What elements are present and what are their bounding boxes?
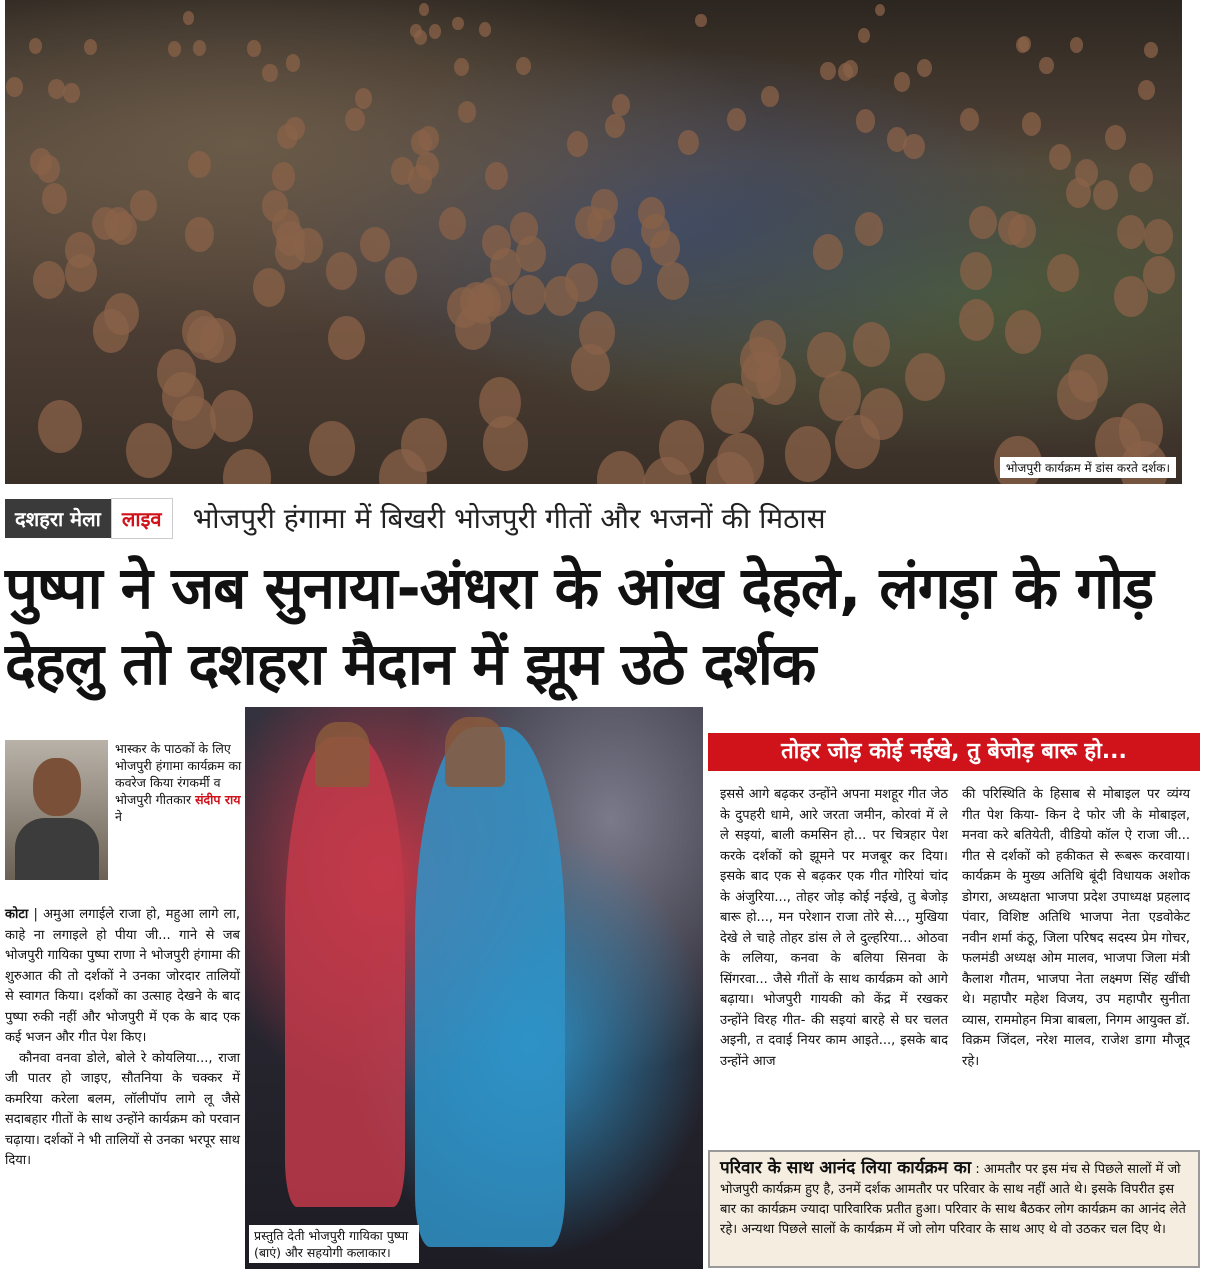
reporter-note-text: भास्कर के पाठकों के लिए भोजपुरी हंगामा कार्यक्रम का कवरेज किया रंगकर्मी व भोजपुरी गीतकार [115,741,242,807]
crowd-face [401,418,447,473]
crowd-face [1049,144,1071,171]
reporter-head [33,758,81,816]
crowd-face [84,39,97,55]
crowd-face [853,322,890,367]
crowd-face [512,275,545,315]
crowd-face [894,72,910,91]
crowd-face [29,38,42,54]
reporter-note [115,740,245,825]
crowd-face [223,449,271,484]
subheadline: तोहर जोड़ कोई नईखे, तु बेजोड़ बारू हो... [708,733,1200,771]
crowd-face [591,189,617,220]
performer-shape [445,717,505,787]
crowd-face [411,130,432,155]
crowd-face [104,207,132,240]
crowd-face [727,108,746,131]
crowd-face [516,57,531,75]
info-box [708,1150,1200,1268]
crowd-face [740,337,779,383]
crowd-face [856,109,875,132]
crowd-face [819,371,861,421]
crowd-face [262,64,277,83]
crowd-face [905,353,945,401]
crowd-face [328,316,365,360]
crowd-face [485,162,509,191]
crowd-face [360,227,389,262]
crowd-face [419,3,429,15]
crowd-photo [5,0,1182,484]
performer-shape [315,722,370,787]
crowd-face [711,383,754,434]
crowd-face [416,152,439,180]
crowd-face [429,24,441,38]
crowd-face [65,254,97,292]
crowd-face [1144,42,1158,58]
crowd-face [858,28,870,43]
crowd-face [1070,37,1083,53]
article-column-1: इससे आगे बढ़कर उन्होंने अपना मशहूर गीत जेठ के दुपहरी धामे, आरे जरता जमीन, कोरवां में ले ले सइयां, बाली कमसिन हो... पर चित्रहार पेश करके दर्शकों को झूमने पर मजबूर कर दिया। इसके बाद एक से बढ़कर एक गीत गोरियां चांद के अंजुरिया..., तोहर जोड़ कोई नईखे, तु बेजोड़ बारू हो..., मन परेशान राजा तोरे से..., मुखिया देखे ले चाहे तोहर डांस ले ले दुल्हरिया... ओठवा के ललिया, कनवा के बलिया सिनवा के सिंगरवा... जैसे गीतों के साथ कार्यक्रम को आगे बढ़ाया। भोजपुरी गायकी को केंद्र में रखकर उन्होंने विरह गीत- की सइयां बारहे से घर चलत अइनी, त दवाई नियर काम आइते..., इसके बाद उन्होंने आज [720,787,948,1069]
crowd-face [355,88,372,109]
crowd-face [285,117,305,141]
crowd-face [385,257,417,295]
crowd-face [42,183,68,214]
crowd-face [63,83,80,103]
crowd-face [611,248,642,285]
singer-photo-caption: प्रस्तुति देती भोजपुरी गायिका पुष्पा (बाएं) और सहयोगी कलाकार। [249,1225,419,1263]
reporter-body [15,818,99,880]
crowd-face [1144,219,1173,253]
left-body-p2: कौनवा वनवा डोले, बोले रे कोयलिया..., राजा जी पातर हो जाइए, सौतनिया के चक्कर में कमरिया करेला बलम, लॉलीपॉप लागे लू जैसे सदाबहार गीतों के साथ उन्होंने कार्यक्रम को परवान चढ़ाया। दर्शकों ने भी तालियों से उनका भरपूर साथ दिया। [5,1050,240,1168]
crowd-face [960,108,979,131]
crowd-face [860,388,903,440]
crowd-face [1022,112,1042,135]
crowd-face [959,299,994,341]
crowd-face [479,377,521,428]
crowd-face [162,372,204,422]
crowd-face [326,252,357,290]
crowd-face [1093,180,1118,210]
crowd-face [193,40,206,56]
crowd-face [641,214,669,248]
crowd-face [612,94,630,116]
crowd-face [1047,254,1079,292]
info-box-title: परिवार के साथ आनंद लिया कार्यक्रम का [720,1158,972,1178]
crowd-face [262,190,288,221]
crowd-face [960,252,991,290]
crowd-face [1066,178,1091,208]
crowd-face [458,101,477,123]
crowd-face [516,236,546,272]
crowd-face [185,217,214,251]
crowd-face [247,40,260,56]
crowd-photo-caption: भोजपुरी कार्यक्रम में डांस करते दर्शक। [1000,457,1176,478]
crowd-face [6,77,23,97]
crowd-face [37,155,60,183]
crowd-face [410,24,422,38]
crowd-face [785,426,831,482]
crowd-face [33,261,65,300]
reporter-photo [5,740,108,880]
crowd-face [447,287,481,328]
crowd-face [253,268,286,307]
crowd-face [199,318,236,362]
kicker: भोजपुरी हंगामा में बिखरी भोजपुरी गीतों और भजनों की मिठास [192,502,826,535]
performer-shape [415,727,565,1247]
crowd-face [605,114,625,138]
crowd-face [1105,125,1126,150]
crowd-face [293,228,322,263]
article-column-2: की परिस्थिति के हिसाब से मोबाइल पर व्यंग्य गीत पेश किया- किन दे फोर जी के मोबाइल, मनवा करे बतियेती, वीडियो कॉल ऐ राजा जी... गीत से दर्शकों को हकीकत से रूबरू करवाया। कार्यक्रम के मुख्य अतिथि बूंदी विधायक अशोक डोगरा, अध्यक्षता भाजपा प्रदेश उपाध्यक्ष प्रहलाद पंवार, विशिष्ट अतिथि भाजपा नेता एडवोकेट नवीन शर्मा कंठू, जिला परिषद सदस्य प्रेम गोचर, फलमंडी अध्यक्ष ओम मालव, भाजपा जिला मंत्री कैलाश गौतम, भाजपा नेता लक्ष्मण सिंह खींची थे। महापौर महेश विजय, उप महापौर सुनीता व्यास, राममोहन मित्रा बाबला, निगम आयुक्त डॉ. विक्रम जिंदल, नरेश मालव, राजेश डागा मौजूद रहे। [962,787,1190,1069]
performer-shape [285,737,405,1207]
crowd-face [659,420,705,475]
crowd-face [875,4,885,16]
crowd-face [1138,80,1155,100]
crowd-face [820,62,835,80]
crowd-face [479,22,491,36]
crowd-face [761,86,778,107]
crowd-face [1005,310,1041,354]
live-tag: लाइव [111,498,173,539]
singer-photo [245,707,703,1269]
left-body-p1: | अमुआ लगाईले राजा हो, महुआ लागे ला, काहे ना लगाइले हो पीया जी... गाने से जब भोजपुरी गायिका पुष्पा राणा ने भोजपुरी हंगामा की शुरुआत की तो दर्शकों ने उनका जोरदार तालियों से स्वागत किया। दर्शकों का उत्साह देखने के बाद पुष्पा रुकी नहीं और भोजपुरी में एक के बाद एक कई भजन और गीत पेश किए। [5,907,240,1045]
crowd-face [1018,36,1031,52]
crowd-face [571,344,610,391]
crowd-face [1039,57,1054,75]
crowd-face [454,58,469,76]
crowd-face [391,157,414,185]
crowd-face [544,276,577,316]
crowd-face [813,234,843,270]
left-body [5,905,240,1172]
crowd-face [1129,163,1153,192]
dateline: कोटा [5,907,29,922]
crowd-face [38,400,82,453]
crowd-face [48,79,65,99]
crowd-face [309,421,355,476]
crowd-face [1143,256,1175,294]
crowd-face [855,212,883,246]
section-tag: दशहरा मेला [5,499,111,538]
crowd-face [168,41,181,57]
crowd-face [104,293,139,335]
crowd-face [695,14,706,27]
crowd-face [130,190,156,221]
crowd-face [917,59,932,77]
crowd-face [657,262,689,301]
crowd-face [272,162,296,191]
headline: पुष्पा ने जब सुनाया-अंधरा के आंख देहले, लंगड़ा के गोड़ देहलु तो दशहरा मैदान में झूम उठे दर्शक [5,554,1154,698]
crowd-face [286,54,301,72]
info-box-text: : आमतौर पर इस मंच से पिछले सालों में जो भोजपुरी कार्यक्रम हुए है, उनमें दर्शक आमतौर पर परिवार के साथ नहीं आते थे। इसके विपरीत इस बार का कार्यक्रम ज्यादा पारिवारिक प्रतीत हुआ। परिवार के साथ बैठकर लोग कार्यक्रम का आनंद लेते रहे। अन्यथा पिछले सालों के कार्यक्रम में जो लोग परिवार के साथ आए थे वो उठकर चल दिए थे। [720,1162,1186,1237]
crowd-face [567,131,588,156]
crowd-face [678,130,699,155]
crowd-face [188,151,211,178]
section-strap [5,498,826,538]
crowd-face [452,17,463,31]
crowd-face [597,451,645,484]
crowd-face [969,206,997,239]
reporter-suffix: ने [115,809,122,824]
crowd-face [1114,276,1148,316]
crowd-face [838,63,853,81]
crowd-face [183,11,194,24]
crowd-face [439,207,467,240]
crowd-face [1068,354,1108,402]
crowd-face [126,423,172,478]
crowd-face [210,390,253,442]
reporter-name: संदीप राय [195,792,241,807]
crowd-face [345,108,364,131]
crowd-face [1117,215,1145,249]
